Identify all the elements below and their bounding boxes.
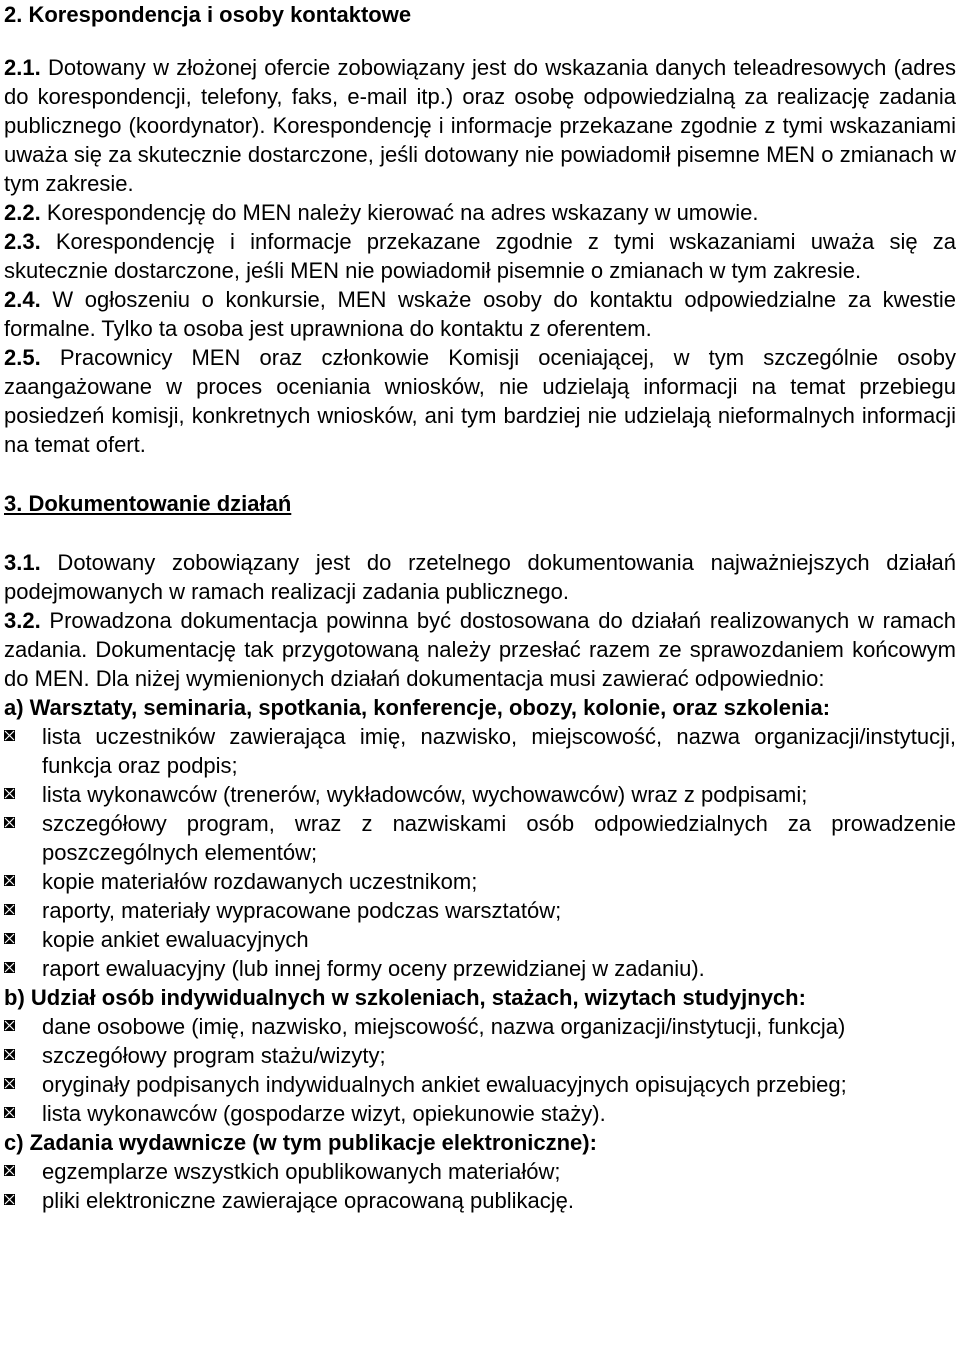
- square-bullet-icon: [4, 1049, 15, 1060]
- list-item: oryginały podpisanych indywidualnych ankiet ewaluacyjnych opisujących przebieg;: [4, 1070, 956, 1099]
- paragraph-3-1: [4, 548, 956, 606]
- paragraph-number: 3.2.: [4, 608, 41, 633]
- paragraph-number: 2.5.: [4, 345, 41, 370]
- group-b-list: [4, 1012, 956, 1128]
- paragraph-2-3: [4, 227, 956, 285]
- list-item: szczegółowy program, wraz z nazwiskami osób odpowiedzialnych za prowadzenie poszczególnych elementów;: [4, 809, 956, 867]
- section-3-heading: 3. Dokumentowanie działań: [4, 491, 292, 516]
- group-a-title: a) Warsztaty, seminaria, spotkania, konferencje, obozy, kolonie, oraz szkolenia:: [4, 695, 831, 720]
- paragraph-2-4: [4, 285, 956, 343]
- paragraph-text: Pracownicy MEN oraz członkowie Komisji oceniającej, w tym szczególnie osoby zaangażowane w proces oceniania wniosków, nie udzielają informacji na temat przebiegu posiedzeń komisji, konkretnych wniosków, ani tym bardziej nie udzielają nieformalnych informacji na temat ofert.: [4, 345, 956, 457]
- paragraph-text: Dotowany zobowiązany jest do rzetelnego dokumentowania najważniejszych działań podejmowanych w ramach realizacji zadania publicznego.: [4, 550, 956, 604]
- square-bullet-icon: [4, 1020, 15, 1031]
- spacer: [4, 518, 956, 548]
- list-item: kopie ankiet ewaluacyjnych: [4, 925, 956, 954]
- spacer: [4, 29, 956, 53]
- square-bullet-icon: [4, 730, 15, 741]
- group-c-title: c) Zadania wydawnicze (w tym publikacje elektroniczne):: [4, 1130, 597, 1155]
- group-a-list: [4, 722, 956, 983]
- list-item: szczegółowy program stażu/wizyty;: [4, 1041, 956, 1070]
- paragraph-text: Dotowany w złożonej ofercie zobowiązany jest do wskazania danych teleadresowych (adres do korespondencji, telefony, faks, e-mail itp.) oraz osobę odpowiedzialną za realizację zadania publicznego (koordynator). Korespondencję i informacje przekazane zgodnie z tymi wskazaniami uważa się za skutecznie dostarczone, jeśli dotowany nie powiadomił pisemne MEN o zmianach w tym zakresie.: [4, 55, 956, 196]
- square-bullet-icon: [4, 875, 15, 886]
- paragraph-number: 2.4.: [4, 287, 41, 312]
- paragraph-2-2: [4, 198, 956, 227]
- paragraph-number: 3.1.: [4, 550, 41, 575]
- paragraph-number: 2.3.: [4, 229, 41, 254]
- paragraph-3-2: [4, 606, 956, 693]
- square-bullet-icon: [4, 788, 15, 799]
- group-b-title: b) Udział osób indywidualnych w szkoleniach, stażach, wizytach studyjnych:: [4, 985, 806, 1010]
- paragraph-text: Korespondencję do MEN należy kierować na adres wskazany w umowie.: [40, 200, 759, 225]
- list-item: kopie materiałów rozdawanych uczestnikom;: [4, 867, 956, 896]
- square-bullet-icon: [4, 962, 15, 973]
- paragraph-2-5: [4, 343, 956, 459]
- list-item: dane osobowe (imię, nazwisko, miejscowość, nazwa organizacji/instytucji, funkcja): [4, 1012, 956, 1041]
- square-bullet-icon: [4, 1107, 15, 1118]
- spacer: [4, 459, 956, 489]
- list-item: pliki elektroniczne zawierające opracowaną publikację.: [4, 1186, 956, 1215]
- list-item: egzemplarze wszystkich opublikowanych materiałów;: [4, 1157, 956, 1186]
- square-bullet-icon: [4, 1194, 15, 1205]
- group-c-list: [4, 1157, 956, 1215]
- square-bullet-icon: [4, 904, 15, 915]
- section-2-heading: 2. Korespondencja i osoby kontaktowe: [4, 2, 412, 27]
- square-bullet-icon: [4, 1078, 15, 1089]
- paragraph-number: 2.2.: [4, 200, 41, 225]
- square-bullet-icon: [4, 817, 15, 828]
- list-item: lista wykonawców (gospodarze wizyt, opiekunowie staży).: [4, 1099, 956, 1128]
- list-item: raport ewaluacyjny (lub innej formy oceny przewidzianej w zadaniu).: [4, 954, 956, 983]
- paragraph-text: Prowadzona dokumentacja powinna być dostosowana do działań realizowanych w ramach zadania. Dokumentację tak przygotowaną należy przesłać razem ze sprawozdaniem końcowym do MEN. Dla niżej wymienionych działań dokumentacja musi zawierać odpowiednio:: [4, 608, 956, 691]
- paragraph-text: Korespondencję i informacje przekazane zgodnie z tymi wskazaniami uważa się za skutecznie dostarczone, jeśli MEN nie powiadomił pisemnie o zmianach w tym zakresie.: [4, 229, 956, 283]
- square-bullet-icon: [4, 1165, 15, 1176]
- paragraph-number: 2.1.: [4, 55, 41, 80]
- document-page: [4, 0, 956, 1215]
- paragraph-2-1: [4, 53, 956, 198]
- list-item: lista wykonawców (trenerów, wykładowców, wychowawców) wraz z podpisami;: [4, 780, 956, 809]
- list-item: raporty, materiały wypracowane podczas warsztatów;: [4, 896, 956, 925]
- paragraph-text: W ogłoszeniu o konkursie, MEN wskaże osoby do kontaktu odpowiedzialne za kwestie formalne. Tylko ta osoba jest uprawniona do kontaktu z oferentem.: [4, 287, 956, 341]
- square-bullet-icon: [4, 933, 15, 944]
- list-item: lista uczestników zawierająca imię, nazwisko, miejscowość, nazwa organizacji/instytucji, funkcja oraz podpis;: [4, 722, 956, 780]
